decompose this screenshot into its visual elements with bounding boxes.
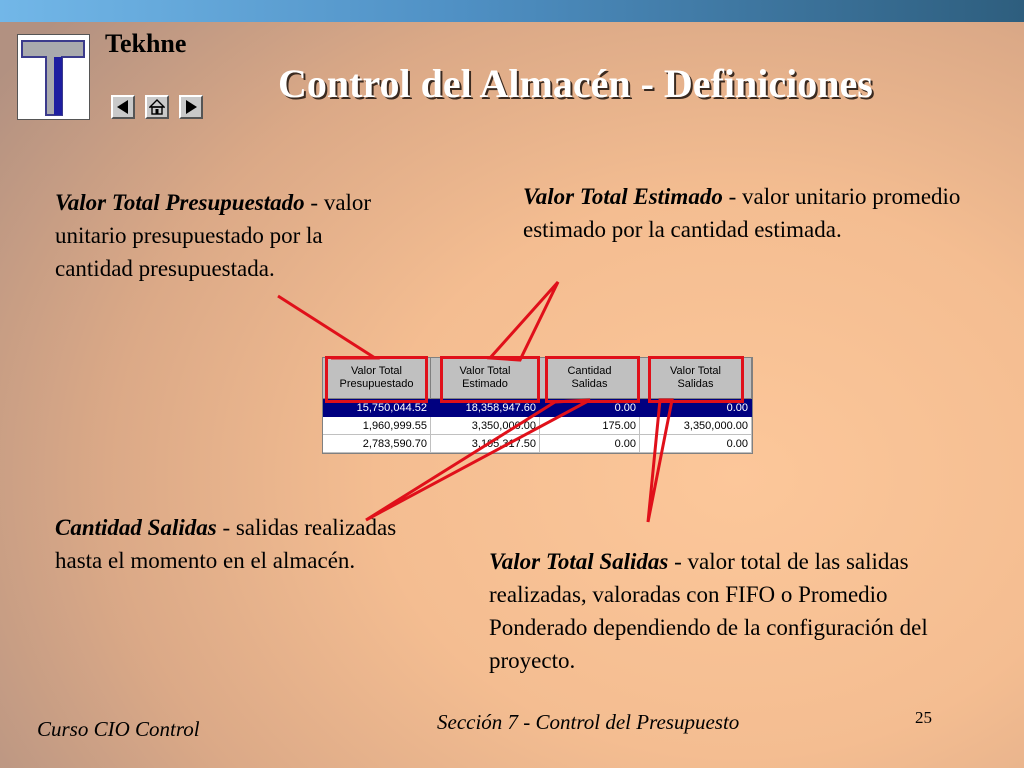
separator: -: [216, 515, 236, 540]
definition-text: valor unitario promedio estimado por la cantidad estimada.: [523, 184, 961, 242]
term: Valor Total Salidas: [489, 549, 669, 574]
term: Valor Total Presupuestado: [55, 190, 305, 215]
cell: 175.00: [540, 417, 640, 435]
column-header-presupuestado[interactable]: Valor Total Presupuestado: [323, 358, 431, 399]
separator: -: [668, 549, 688, 574]
cell: 0.00: [540, 435, 640, 453]
callout-cantidad-salidas: [366, 400, 590, 520]
brand-name: Tekhne: [105, 29, 187, 58]
page-number: 25: [915, 708, 932, 727]
separator: -: [304, 190, 324, 215]
column-header-cantidad-salidas[interactable]: Cantidad Salidas: [540, 358, 640, 399]
term: Valor Total Estimado: [523, 184, 723, 209]
cell: 0.00: [540, 399, 640, 417]
definition-text: valor total de las salidas realizadas, valoradas con FIFO o Promedio Ponderado dependiendo de la configuración del proyecto.: [489, 549, 928, 673]
cell: 3,350,000.00: [640, 417, 752, 435]
cell: 3,105,317.50: [431, 435, 540, 453]
callout-presupuestado: [278, 296, 375, 358]
cell: 0.00: [640, 399, 752, 417]
cell: 1,960,999.55: [323, 417, 431, 435]
slide-title: Control del Almacén - Definiciones: [278, 61, 873, 106]
cell: 0.00: [640, 435, 752, 453]
column-header-salidas[interactable]: Valor Total Salidas: [640, 358, 752, 399]
callout-salidas: [648, 400, 672, 522]
term: Cantidad Salidas: [55, 515, 217, 540]
cell: 15,750,044.52: [323, 399, 431, 417]
cell: 18,358,947.60: [431, 399, 540, 417]
cell: 3,350,000.00: [431, 417, 540, 435]
footer-section: Sección 7 - Control del Presupuesto: [437, 710, 740, 734]
column-header-estimado[interactable]: Valor Total Estimado: [431, 358, 540, 399]
callout-estimado: [490, 282, 558, 360]
footer-course: Curso CIO Control: [37, 717, 200, 741]
cell: 2,783,590.70: [323, 435, 431, 453]
definition-text: salidas realizadas hasta el momento en el almacén.: [55, 515, 397, 573]
definition-text: valor unitario presupuestado por la cantidad presupuestada.: [55, 190, 372, 281]
separator: -: [722, 184, 742, 209]
